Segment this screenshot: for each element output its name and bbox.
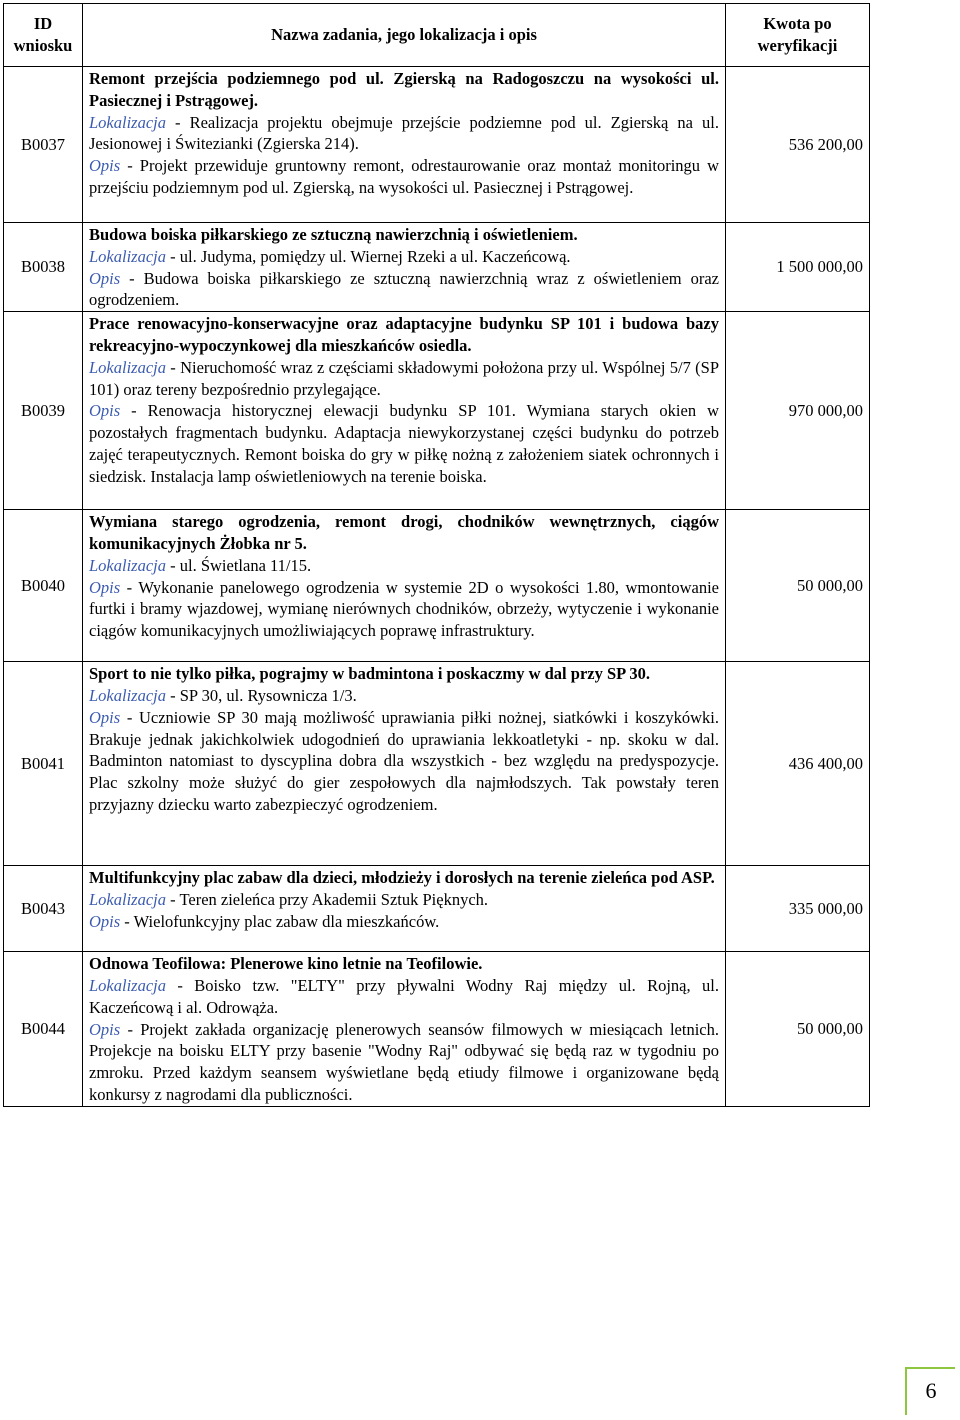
description-label: Opis bbox=[89, 707, 121, 727]
task-description bbox=[89, 268, 719, 312]
row-id: B0041 bbox=[4, 662, 83, 866]
row-amount: 50 000,00 bbox=[726, 510, 870, 662]
location-label: Lokalizacja bbox=[89, 975, 166, 995]
description-label: Opis bbox=[89, 577, 121, 597]
location-text: - Teren zieleńca przy Akademii Sztuk Pięknych. bbox=[166, 889, 489, 909]
table-header-row bbox=[4, 4, 870, 67]
row-description bbox=[83, 67, 726, 223]
location-label: Lokalizacja bbox=[89, 357, 166, 377]
row-description bbox=[83, 952, 726, 1107]
task-location bbox=[89, 889, 719, 911]
row-amount: 335 000,00 bbox=[726, 866, 870, 952]
table-row bbox=[4, 662, 870, 866]
table-row bbox=[4, 312, 870, 510]
task-description bbox=[89, 911, 719, 933]
description-text: - Projekt przewiduje gruntowny remont, odrestaurowanie oraz montaż monitoringu w przejściu podziemnym pod ul. Zgierską, na wysokości ul. Pasiecznej i Pstrągowej. bbox=[89, 156, 719, 197]
table-row bbox=[4, 223, 870, 312]
task-title: Multifunkcyjny plac zabaw dla dzieci, młodzieży i dorosłych na terenie zieleńca pod ASP. bbox=[89, 868, 715, 888]
row-amount: 436 400,00 bbox=[726, 662, 870, 866]
description-label: Opis bbox=[89, 1019, 121, 1039]
task-title: Sport to nie tylko piłka, pograjmy w badmintona i poskaczmy w dal przy SP 30. bbox=[89, 664, 651, 684]
task-title: Budowa boiska piłkarskiego ze sztuczną nawierzchnią i oświetleniem. bbox=[89, 225, 578, 244]
description-label: Opis bbox=[89, 268, 121, 288]
row-id: B0040 bbox=[4, 510, 83, 662]
table-row bbox=[4, 67, 870, 223]
location-text: - Realizacja projektu obejmuje przejście podziemne pod ul. Zgierską na ul. Jesionowej i Świtezianki (Zgierska 214). bbox=[89, 112, 719, 154]
task-description bbox=[89, 707, 719, 816]
location-text: - Boisko tzw. "ELTY" przy pływalni Wodny Raj między ul. Rojną, ul. Kaczeńcową i al. Odrowąża. bbox=[89, 975, 719, 1017]
description-label: Opis bbox=[89, 401, 121, 421]
header-name: Nazwa zadania, jego lokalizacja i opis bbox=[83, 4, 726, 67]
row-amount: 536 200,00 bbox=[726, 67, 870, 223]
description-label: Opis bbox=[89, 156, 121, 176]
task-description bbox=[89, 155, 719, 199]
task-table bbox=[3, 3, 870, 1107]
row-amount: 50 000,00 bbox=[726, 952, 870, 1107]
row-description bbox=[83, 312, 726, 510]
row-id: B0044 bbox=[4, 952, 83, 1107]
task-location bbox=[89, 685, 719, 707]
location-text: - ul. Świetlana 11/15. bbox=[166, 555, 312, 575]
task-location bbox=[89, 555, 719, 577]
location-text: - SP 30, ul. Rysownicza 1/3. bbox=[166, 685, 357, 705]
task-location bbox=[89, 246, 719, 268]
task-description bbox=[89, 1019, 719, 1106]
description-text: - Renowacja historycznej elewacji budynku SP 101. Wymiana starych okien w pozostałych fragmentach budynku. Adaptacja niewykorzystanej części budynku do potrzeb zajęć terapeutycznych. Remont boiska do gry w piłkę nożną z założeniem siatek ochronnych i siedzisk. Instalacja lamp oświetleniowych na terenie boiska. bbox=[89, 401, 719, 486]
row-description bbox=[83, 662, 726, 866]
table-row bbox=[4, 866, 870, 952]
description-text: - Wielofunkcyjny plac zabaw dla mieszkańców. bbox=[120, 911, 440, 931]
task-location bbox=[89, 975, 719, 1019]
location-label: Lokalizacja bbox=[89, 246, 166, 266]
task-location bbox=[89, 357, 719, 401]
row-id: B0039 bbox=[4, 312, 83, 510]
table-body bbox=[4, 67, 870, 1107]
location-label: Lokalizacja bbox=[89, 555, 166, 575]
description-text: - Projekt zakłada organizację plenerowych seansów filmowych w miesiącach letnich. Projekcje na boisku ELTY przy basenie "Wodny Raj" odbywać się będą raz w tygodniu po zmroku. Przed każdym seansem wyświetlane będą etiudy filmowe i organizowane będą konkursy z nagrodami dla publiczności. bbox=[89, 1019, 719, 1104]
description-text: - Uczniowie SP 30 mają możliwość uprawiania piłki nożnej, siatkówki i koszykówki. Brakuje jednak jakichkolwiek udogodnień do uprawiania lekkoatletyki - np. skoku w dal. Badminton natomiast to dyscyplina dobra dla wszystkich - bez względu na predyspozycje. Plac szkolny może służyć do gier zespołowych dla najmłodszych. Tak powstały teren przyjazny dziecku warto zabezpieczyć ogrodzeniem. bbox=[89, 707, 719, 814]
location-label: Lokalizacja bbox=[89, 112, 166, 132]
description-text: - Wykonanie panelowego ogrodzenia w systemie 2D o wysokości 1.80, wmontowanie furtki i bramy wjazdowej, wymianę nierównych chodników, obrzeży, wytyczenie i wykonanie ciągów komunikacyjnych umożliwiających poprawę infrastruktury. bbox=[89, 577, 719, 641]
table-row bbox=[4, 510, 870, 662]
task-title: Prace renowacyjno-konserwacyjne oraz adaptacyjne budynku SP 101 i budowa bazy rekreacyjno-wypoczynkowej dla mieszkańców osiedla. bbox=[89, 314, 719, 355]
task-title: Odnowa Teofilowa: Plenerowe kino letnie na Teofilowie. bbox=[89, 954, 483, 974]
description-text: - Budowa boiska piłkarskiego ze sztuczną nawierzchnią wraz z oświetleniem oraz ogrodzeniem. bbox=[89, 268, 719, 310]
row-description bbox=[83, 223, 726, 312]
row-id: B0038 bbox=[4, 223, 83, 312]
task-title: Remont przejścia podziemnego pod ul. Zgierską na Radogoszczu na wysokości ul. Pasiecznej i Pstrągowej. bbox=[89, 69, 719, 110]
header-amount: Kwota po weryfikacji bbox=[726, 4, 870, 67]
task-title: Wymiana starego ogrodzenia, remont drogi, chodników wewnętrznych, ciągów komunikacyjnych Żłobka nr 5. bbox=[89, 512, 719, 553]
task-description bbox=[89, 577, 719, 642]
row-amount: 970 000,00 bbox=[726, 312, 870, 510]
location-label: Lokalizacja bbox=[89, 685, 166, 705]
task-description bbox=[89, 400, 719, 487]
description-label: Opis bbox=[89, 911, 121, 931]
location-text: - Nieruchomość wraz z częściami składowymi położona przy ul. Wspólnej 5/7 (SP 101) oraz tereny bezpośrednio przylegające. bbox=[89, 357, 719, 399]
header-id: ID wniosku bbox=[4, 4, 83, 67]
task-location bbox=[89, 112, 719, 156]
row-id: B0043 bbox=[4, 866, 83, 952]
row-amount: 1 500 000,00 bbox=[726, 223, 870, 312]
row-id: B0037 bbox=[4, 67, 83, 223]
location-text: - ul. Judyma, pomiędzy ul. Wiernej Rzeki a ul. Kaczeńcową. bbox=[166, 246, 571, 266]
page-number: 6 bbox=[905, 1367, 955, 1415]
table-row bbox=[4, 952, 870, 1107]
row-description bbox=[83, 866, 726, 952]
row-description bbox=[83, 510, 726, 662]
location-label: Lokalizacja bbox=[89, 889, 166, 909]
